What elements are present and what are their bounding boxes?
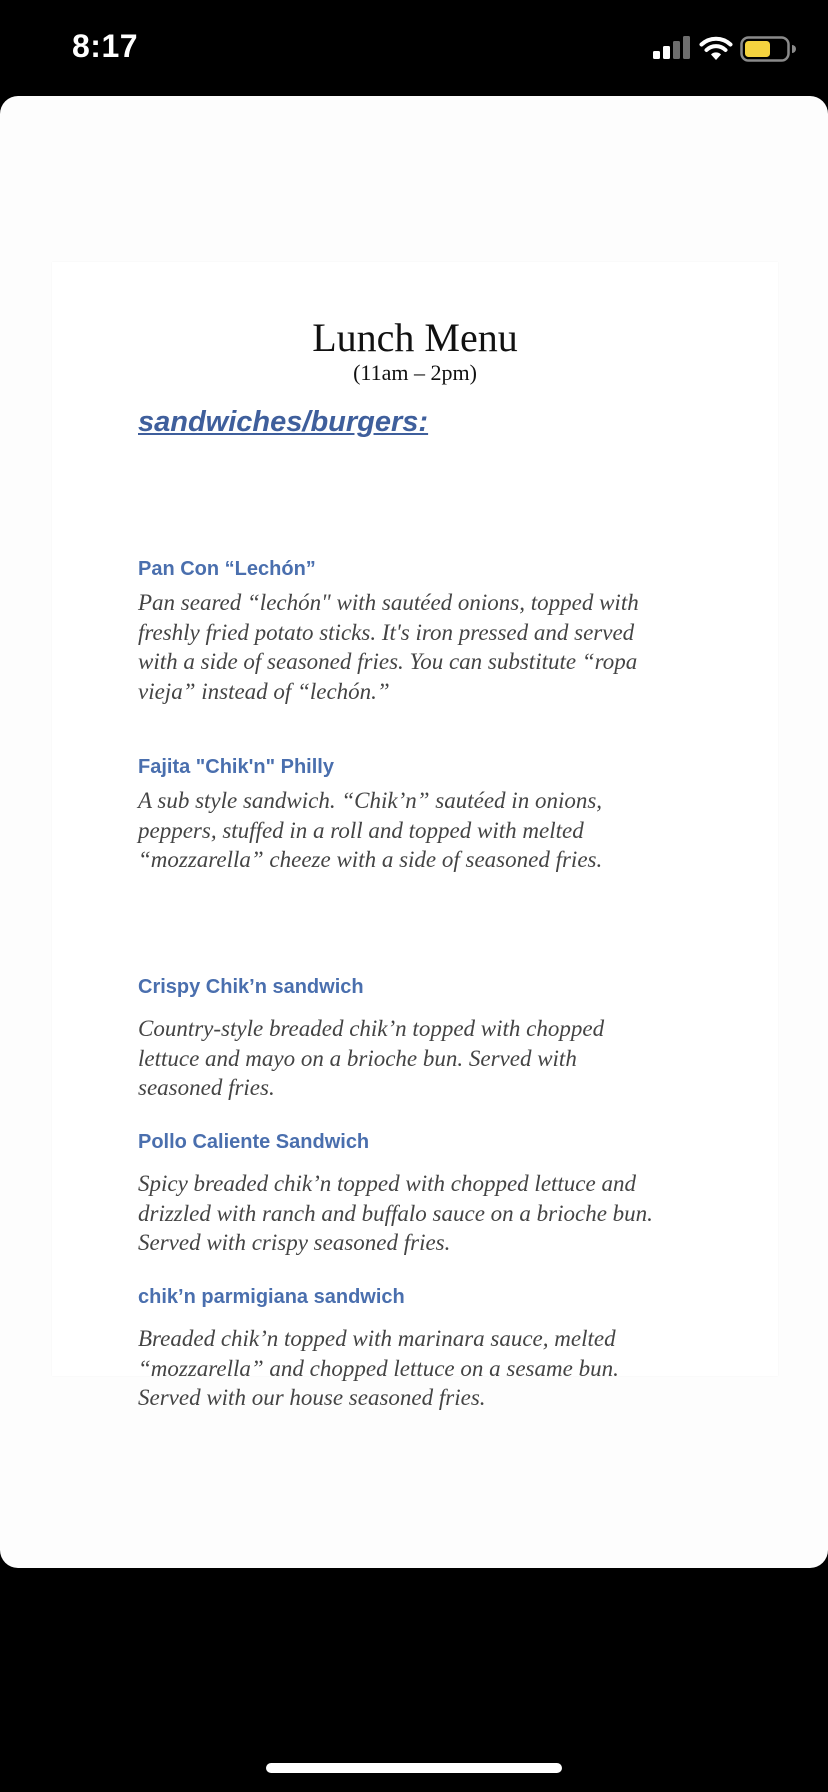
menu-item-description: Country-style breaded chik’n topped with chopped lettuce and mayo on a brioche bun. Served with seasoned fries. [138, 1016, 605, 1100]
menu-item-name: Crispy Chik’n sandwich [138, 976, 364, 998]
menu-page [52, 262, 778, 1410]
menu-title: Lunch Menu [312, 315, 518, 360]
battery-icon [740, 36, 796, 62]
signal-icon [652, 36, 692, 60]
menu-hours: (11am – 2pm) [353, 360, 477, 385]
menu-item-name: Fajita "Chik'n" Philly [138, 756, 334, 778]
section-heading: sandwiches/burgers: [138, 406, 429, 438]
menu-item-description: Breaded chik’n topped with marinara sauce, melted “mozzarella” and chopped lettuce on a sesame bun. Served with our house seasoned fries. [138, 1326, 619, 1410]
wifi-icon [698, 34, 734, 62]
menu-item-name: Pan Con “Lechón” [138, 558, 316, 580]
home-indicator[interactable] [266, 1763, 562, 1773]
menu-item-description: Pan seared “lechón" with sautéed onions, topped with freshly fried potato sticks. It's iron pressed and served with a side of seasoned fries. You can substitute “ropa vieja” instead of “lechón.” [138, 590, 639, 704]
menu-item-name: chik’n parmigiana sandwich [138, 1286, 405, 1308]
menu-item-description: Spicy breaded chik’n topped with chopped lettuce and drizzled with ranch and buffalo sauce on a brioche bun. Served with crispy seasoned fries. [138, 1171, 653, 1255]
menu-item-name: Pollo Caliente Sandwich [138, 1131, 370, 1153]
document-viewer[interactable] [0, 96, 828, 1568]
menu-item-description: A sub style sandwich. “Chik’n” sautéed in onions, peppers, stuffed in a roll and topped with melted “mozzarella” cheeze with a side of seasoned fries. [138, 788, 603, 872]
status-time: 8:17 [72, 28, 139, 64]
status-bar [0, 0, 828, 96]
